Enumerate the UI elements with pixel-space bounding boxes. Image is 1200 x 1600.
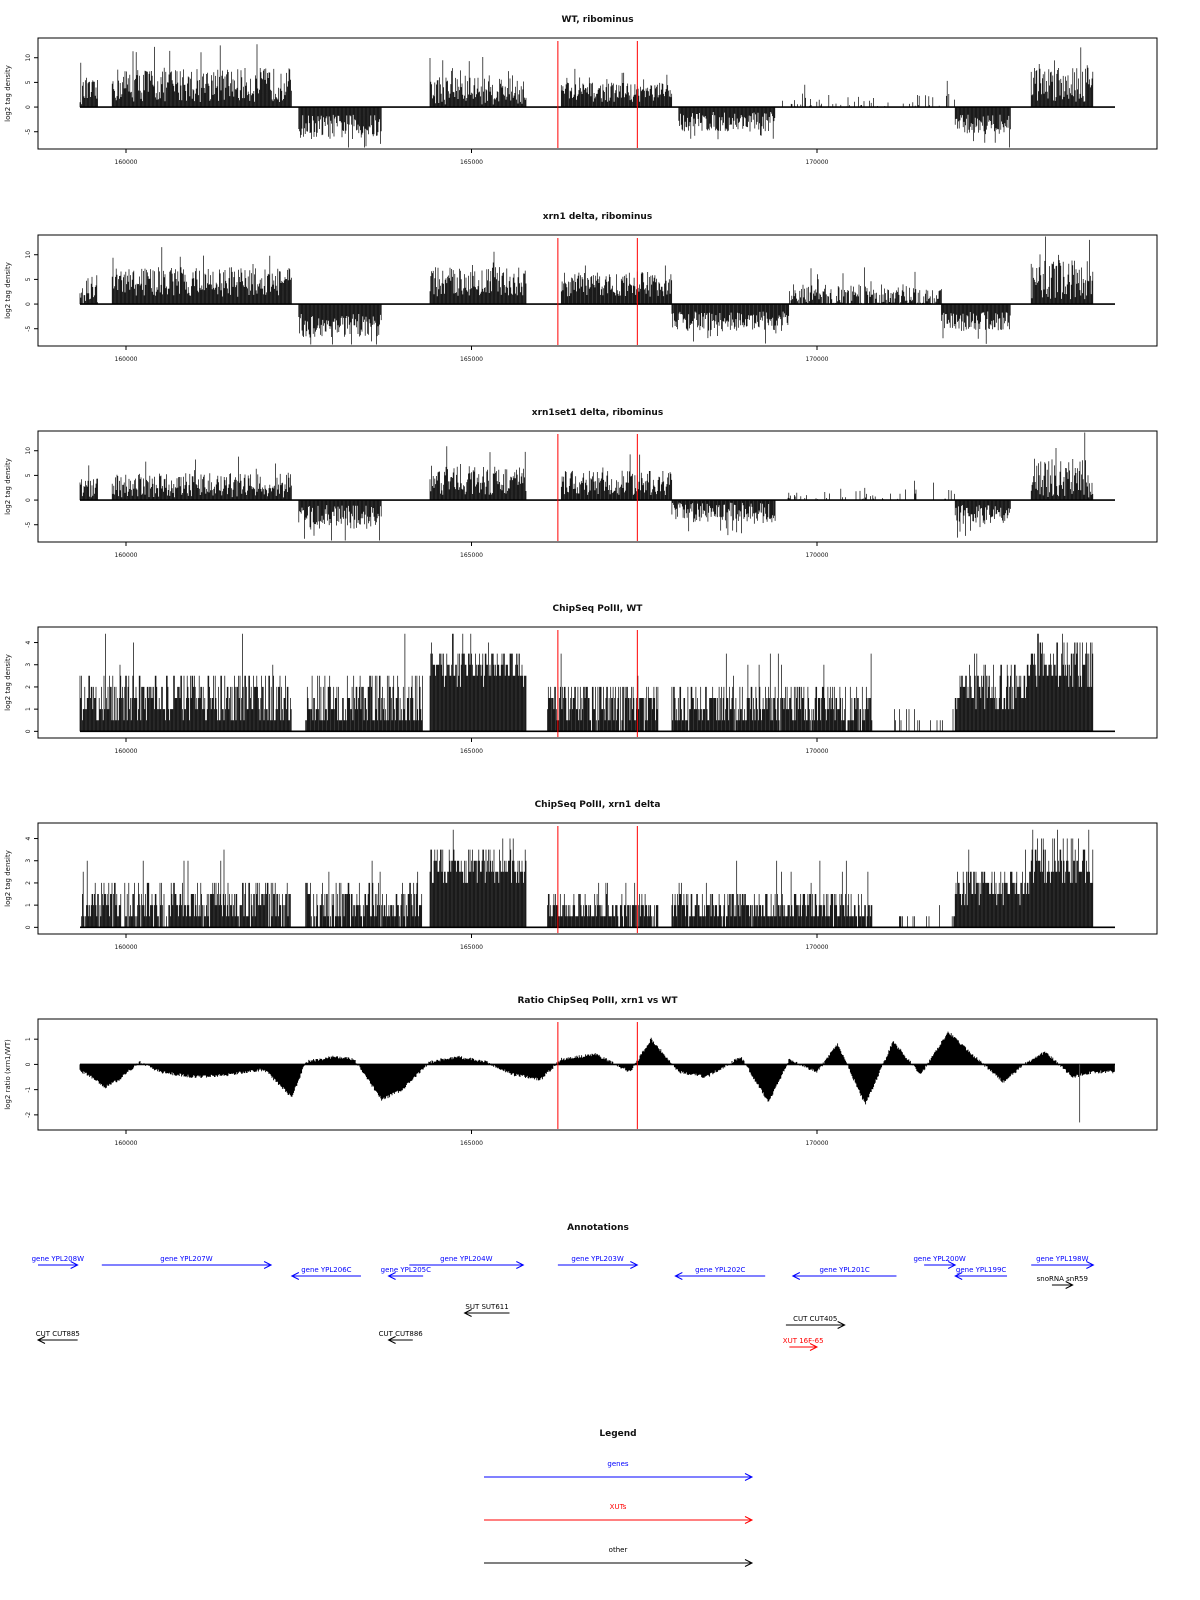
y-tick-label: 5: [25, 80, 32, 85]
annotation-feature: [786, 1315, 845, 1329]
y-axis-label: log2 tag density: [4, 65, 12, 122]
y-axis-label: log2 tag density: [4, 654, 12, 711]
feature-label: gene YPL200W: [913, 1255, 966, 1263]
annotation-feature: [379, 1330, 424, 1344]
feature-label: snoRNA snR59: [1036, 1275, 1088, 1283]
y-tick-label: -5: [25, 521, 32, 528]
feature-label: gene YPL208W: [31, 1255, 85, 1263]
y-tick-label: 5: [25, 473, 32, 478]
x-tick-label: 165000: [460, 356, 483, 363]
legend: [484, 1429, 752, 1567]
chart-title: WT, ribominus: [561, 15, 634, 25]
feature-label: gene YPL207W: [160, 1255, 213, 1263]
data-bars: [80, 237, 1093, 345]
annotation-feature: [32, 1255, 84, 1269]
y-tick-label: 10: [25, 250, 32, 259]
legend-title: Legend: [599, 1429, 637, 1439]
feature-label: gene YPL206C: [301, 1266, 352, 1274]
y-axis-label: log2 tag density: [4, 850, 12, 907]
x-tick-label: 165000: [460, 1140, 483, 1147]
data-bars: [80, 433, 1093, 541]
y-tick-label: 0: [25, 105, 32, 109]
feature-label: SUT SUT611: [465, 1303, 509, 1311]
x-tick-label: 160000: [114, 1140, 138, 1147]
feature-label: gene YPL202C: [695, 1266, 746, 1274]
x-tick-label: 170000: [805, 552, 829, 559]
feature-label: CUT CUT885: [35, 1330, 80, 1338]
data-bars: [80, 634, 1093, 732]
y-tick-label: 4: [25, 836, 32, 841]
annotation-feature: [558, 1255, 637, 1269]
x-tick-label: 160000: [114, 748, 138, 755]
annotation-feature: [102, 1255, 271, 1269]
y-tick-label: 0: [25, 925, 32, 930]
chart-title: ChipSeq PolII, WT: [552, 604, 643, 614]
chart-panel-3: [4, 604, 1157, 755]
y-tick-label: 1: [25, 707, 32, 712]
y-tick-label: -5: [25, 325, 32, 332]
feature-label: CUT CUT405: [793, 1315, 838, 1323]
y-axis-label: log2 tag density: [4, 458, 12, 515]
annotations-title: Annotations: [567, 1223, 629, 1233]
feature-label: gene YPL201C: [819, 1266, 870, 1274]
chart-panel-4: [4, 800, 1157, 951]
feature-label: CUT CUT886: [378, 1330, 423, 1338]
ratio-area: [80, 1032, 1114, 1105]
data-bars: [80, 44, 1093, 147]
chart-panel-0: [4, 15, 1157, 166]
y-tick-label: 2: [25, 881, 32, 885]
chart-title: xrn1 delta, ribominus: [542, 212, 653, 222]
x-tick-label: 170000: [805, 944, 829, 951]
legend-item: [484, 1503, 752, 1524]
annotation-feature: [1037, 1275, 1088, 1289]
x-tick-label: 165000: [460, 159, 483, 166]
annotation-feature: [675, 1266, 765, 1280]
data-bars: [80, 830, 1093, 928]
annotations-panel: [32, 1223, 1094, 1351]
legend-label: other: [608, 1546, 628, 1554]
annotation-feature: [292, 1266, 361, 1280]
y-axis-label: log2 tag density: [4, 262, 12, 319]
feature-label: XUT 16F-65: [782, 1337, 824, 1345]
y-tick-label: -5: [25, 128, 32, 135]
y-tick-label: 3: [25, 662, 32, 667]
feature-label: gene YPL204W: [440, 1255, 493, 1263]
x-tick-label: 160000: [114, 552, 138, 559]
annotation-feature: [783, 1337, 824, 1351]
x-tick-label: 170000: [805, 748, 829, 755]
chart-panel-1: [4, 212, 1157, 363]
feature-label: gene YPL203W: [571, 1255, 624, 1263]
y-tick-label: -1: [25, 1086, 32, 1093]
y-tick-label: 0: [25, 302, 32, 306]
y-tick-label: 0: [25, 498, 32, 502]
x-tick-label: 170000: [805, 159, 829, 166]
x-tick-label: 165000: [460, 552, 483, 559]
x-tick-label: 170000: [805, 356, 829, 363]
x-tick-label: 170000: [805, 1140, 829, 1147]
annotation-feature: [1031, 1255, 1093, 1269]
chart-panel-5: [4, 996, 1157, 1147]
y-tick-label: 2: [25, 685, 32, 689]
feature-label: gene YPL205C: [380, 1266, 432, 1274]
annotation-feature: [36, 1330, 80, 1344]
y-tick-label: 0: [25, 1062, 32, 1067]
y-tick-label: 5: [25, 277, 32, 282]
annotation-feature: [793, 1266, 897, 1280]
y-tick-label: 4: [25, 640, 32, 645]
y-tick-label: 1: [25, 1037, 32, 1042]
feature-label: gene YPL199C: [955, 1266, 1007, 1274]
y-tick-label: 0: [25, 729, 32, 734]
chart-panel-2: [4, 408, 1157, 559]
annotation-feature: [381, 1266, 431, 1280]
x-tick-label: 160000: [114, 944, 138, 951]
legend-item: [484, 1460, 752, 1481]
feature-label: gene YPL198W: [1036, 1255, 1089, 1263]
x-tick-label: 160000: [114, 356, 138, 363]
y-axis-label: log2 ratio (xrn1/WT): [4, 1039, 12, 1110]
legend-label: genes: [607, 1460, 629, 1468]
chart-title: Ratio ChipSeq PolII, xrn1 vs WT: [517, 996, 678, 1006]
annotation-feature: [465, 1303, 510, 1317]
y-tick-label: 1: [25, 903, 32, 908]
chart-title: xrn1set1 delta, ribominus: [531, 408, 664, 418]
y-tick-label: -2: [25, 1111, 32, 1118]
y-tick-label: 10: [25, 446, 32, 455]
x-tick-label: 160000: [114, 159, 138, 166]
legend-label: XUTs: [609, 1503, 627, 1511]
annotation-feature: [955, 1266, 1007, 1280]
chart-title: ChipSeq PolII, xrn1 delta: [534, 800, 661, 810]
y-tick-label: 3: [25, 858, 32, 863]
x-tick-label: 165000: [460, 944, 483, 951]
x-tick-label: 165000: [460, 748, 483, 755]
legend-item: [484, 1546, 752, 1567]
y-tick-label: 10: [25, 53, 32, 62]
